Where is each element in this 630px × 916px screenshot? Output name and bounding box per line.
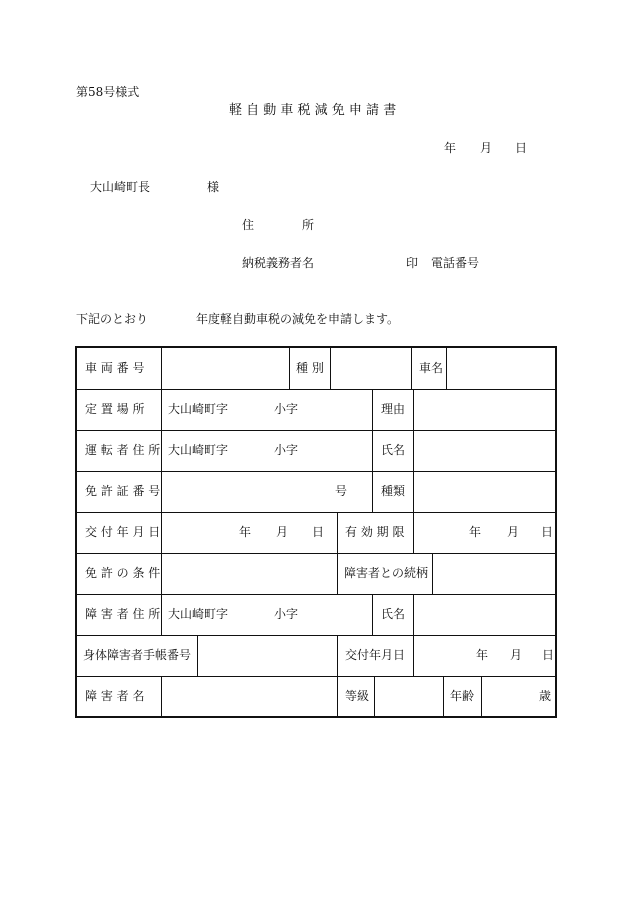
- disabled-person-field[interactable]: [162, 676, 337, 716]
- handbook-number-field[interactable]: [198, 635, 337, 676]
- license-number-suffix: 号: [335, 484, 348, 498]
- disabled-koaza-label: 小字: [274, 607, 299, 621]
- vehicle-type-label: 種 別: [296, 361, 324, 375]
- grade-label: 等級: [345, 689, 370, 703]
- phone-label: 電話番号: [431, 256, 480, 270]
- disabled-name-field[interactable]: [414, 594, 557, 635]
- expiry-date-field[interactable]: [414, 512, 557, 553]
- address-label-1: 住: [242, 218, 255, 232]
- expiry-month-label: 月: [507, 525, 520, 539]
- vehicle-name-label: 車名: [419, 361, 444, 375]
- date-year-label: 年: [444, 141, 457, 155]
- vehicle-type-field[interactable]: [331, 348, 411, 389]
- intro-prefix: 下記のとおり: [76, 312, 149, 326]
- disabled-address-label: 障 害 者 住 所: [85, 607, 161, 621]
- handbook-issue-label: 交付年月日: [345, 648, 406, 662]
- relation-field[interactable]: [433, 553, 557, 594]
- storage-place-label: 定 置 場 所: [85, 402, 145, 416]
- seal-mark: 印: [406, 256, 419, 270]
- license-conditions-field[interactable]: [162, 553, 337, 594]
- driver-town-label: 大山崎町字: [168, 443, 229, 457]
- reason-label: 理由: [381, 402, 406, 416]
- driver-koaza-label: 小字: [274, 443, 299, 457]
- grade-field[interactable]: [375, 676, 443, 716]
- issue-year-label: 年: [239, 525, 252, 539]
- handbook-month-label: 月: [510, 648, 523, 662]
- intro-text: 年度軽自動車税の減免を申請します。: [196, 312, 400, 326]
- storage-koaza-label: 小字: [274, 402, 299, 416]
- form-title: 軽 自 動 車 税 減 免 申 請 書: [229, 103, 397, 118]
- issue-date-label: 交 付 年 月 日: [85, 525, 161, 539]
- relation-label: 障害者との続柄: [344, 566, 429, 580]
- vehicle-name-field[interactable]: [447, 348, 557, 389]
- addressee: 大山崎町長: [90, 180, 151, 194]
- storage-town-label: 大山崎町字: [168, 402, 229, 416]
- handbook-number-label: 身体障害者手帳番号: [83, 648, 192, 662]
- table-row-driver-address: [77, 430, 555, 472]
- table-row-vehicle-number: [77, 348, 555, 390]
- issue-day-label: 日: [312, 525, 325, 539]
- table-row-storage-place: [77, 389, 555, 431]
- issue-month-label: 月: [276, 525, 289, 539]
- table-row-handbook-number: [77, 635, 555, 677]
- disabled-person-label: 障 害 者 名: [85, 689, 145, 703]
- date-day-label: 日: [515, 141, 528, 155]
- vehicle-number-label: 車 両 番 号: [85, 361, 145, 375]
- table-row-issue-date: [77, 512, 555, 554]
- disabled-town-label: 大山崎町字: [168, 607, 229, 621]
- license-conditions-label: 免 許 の 条 件: [85, 566, 161, 580]
- driver-address-label: 運 転 者 住 所: [85, 443, 161, 457]
- age-label: 年齢: [450, 689, 475, 703]
- license-number-label: 免 許 証 番 号: [85, 484, 161, 498]
- table-row-disabled-name: [77, 676, 555, 716]
- application-table: [75, 346, 557, 718]
- age-suffix: 歳: [539, 689, 552, 703]
- handbook-day-label: 日: [542, 648, 555, 662]
- handbook-year-label: 年: [476, 648, 489, 662]
- disabled-name-label: 氏名: [381, 607, 406, 621]
- reason-field[interactable]: [414, 389, 557, 430]
- form-number: 第58号様式: [76, 85, 140, 99]
- table-row-license-conditions: [77, 553, 555, 595]
- driver-name-field[interactable]: [414, 430, 557, 471]
- expiry-label: 有 効 期 限: [345, 525, 405, 539]
- expiry-year-label: 年: [469, 525, 482, 539]
- table-row-disabled-address: [77, 594, 555, 636]
- license-kind-label: 種類: [381, 484, 406, 498]
- expiry-day-label: 日: [541, 525, 554, 539]
- driver-name-label: 氏名: [381, 443, 406, 457]
- date-month-label: 月: [480, 141, 493, 155]
- address-label-2: 所: [302, 218, 315, 232]
- taxpayer-label: 納税義務者名: [242, 256, 315, 270]
- license-kind-field[interactable]: [414, 471, 557, 512]
- table-row-license-number: [77, 471, 555, 513]
- addressee-suffix: 様: [207, 180, 220, 194]
